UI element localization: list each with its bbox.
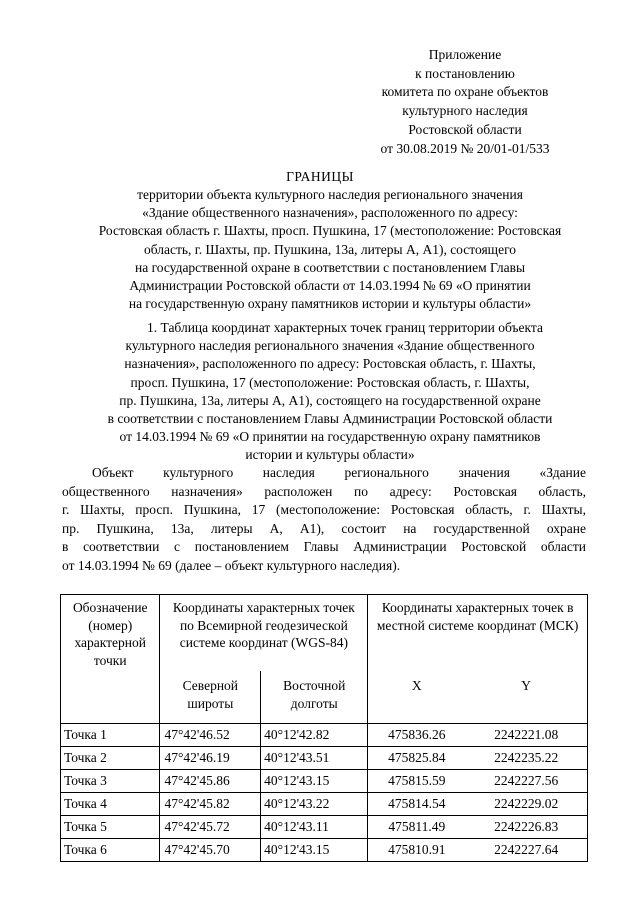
coordinates-table (60, 594, 588, 862)
point-y: 2242226.83 (465, 816, 587, 839)
appendix-line: комитета по охране объектов (381, 84, 549, 100)
paragraph-line: пр. Пушкина, 13а, литеры А, А1), состоит на государственной охране (62, 520, 586, 536)
document-subtitle (60, 186, 600, 313)
point-lon: 40°12'43.11 (261, 816, 368, 839)
point-lat: 47°42'46.52 (160, 724, 261, 747)
section-line: просп. Пушкина, 17 (местоположение: Ростовская область, г. Шахты, (130, 374, 530, 390)
description-paragraph (62, 464, 586, 576)
table-header-row (61, 595, 588, 672)
subtitle-line: область, г. Шахты, пр. Пушкина, 13а, литеры А, А1), состоящего (143, 241, 517, 257)
subtitle-line: «Здание общественного назначения», расположенного по адресу: (142, 205, 518, 221)
point-name: Точка 4 (61, 793, 160, 816)
paragraph-line: от 14.03.1994 № 69 (далее – объект культурного наследия). (62, 557, 401, 573)
header-y-cell: Y (465, 671, 587, 724)
header-wgs-cell: Координаты характерных точек по Всемирной геодезической системе координат (WGS-84) (160, 595, 368, 672)
subtitle-line: территории объекта культурного наследия регионального значения (137, 187, 523, 202)
point-y: 2242229.02 (465, 793, 587, 816)
table-row (61, 793, 588, 816)
header-point-cell: Обозначение (номер) характерной точки (61, 595, 160, 724)
point-lat: 47°42'45.72 (160, 816, 261, 839)
section-line: культурного наследия регионального значения «Здание общественного (125, 338, 535, 354)
section-line: 1. Таблица координат характерных точек границ территории объекта (147, 320, 543, 335)
point-name: Точка 3 (61, 770, 160, 793)
point-lon: 40°12'43.51 (261, 747, 368, 770)
table-row (61, 747, 588, 770)
point-x: 475836.26 (368, 724, 466, 747)
point-lon: 40°12'43.15 (261, 839, 368, 862)
appendix-line: культурного наследия (402, 103, 528, 119)
table-row (61, 816, 588, 839)
paragraph-line: Объект культурного наследия регионального значения «Здание (92, 465, 586, 480)
point-x: 475811.49 (368, 816, 466, 839)
section-1-heading (60, 319, 600, 465)
point-lon: 40°12'43.22 (261, 793, 368, 816)
section-line: в соответствии с постановлением Главы Администрации Ростовской области (107, 411, 553, 427)
point-x: 475815.59 (368, 770, 466, 793)
section-line: от 14.03.1994 № 69 «О принятии на государственную охрану памятников (119, 429, 541, 445)
subtitle-line: Ростовская область г. Шахты, просп. Пушкина, 17 (местоположение: Ростовская (98, 223, 562, 239)
table-row (61, 724, 588, 747)
point-name: Точка 1 (61, 724, 160, 747)
section-line: пр. Пушкина, 13а, литеры А, А1), состоящего на государственной охране (119, 392, 541, 408)
table-row (61, 839, 588, 862)
point-lat: 47°42'46.19 (160, 747, 261, 770)
point-y: 2242227.56 (465, 770, 587, 793)
appendix-line: от 30.08.2019 № 20/01-01/533 (380, 140, 550, 156)
section-line: назначения», расположенного по адресу: Ростовская область, г. Шахты, (124, 356, 536, 372)
point-lat: 47°42'45.82 (160, 793, 261, 816)
subtitle-line: Администрации Ростовской области от 14.03.1994 № 69 «О принятии (129, 278, 531, 294)
header-msk-cell: Координаты характерных точек в местной системе координат (МСК) (368, 595, 588, 672)
point-name: Точка 2 (61, 747, 160, 770)
point-x: 475825.84 (368, 747, 466, 770)
paragraph-line: г. Шахты, просп. Пушкина, 17 (местоположение: Ростовская область, г. Шахты, (62, 502, 586, 518)
header-lat-cell: Северной широты (160, 671, 261, 724)
paragraph-line: в соответствии с постановлением Главы Администрации Ростовской области (62, 539, 586, 555)
point-lon: 40°12'43.15 (261, 770, 368, 793)
section-line: истории и культуры области» (245, 447, 415, 463)
document-title: ГРАНИЦЫ (286, 169, 354, 184)
point-name: Точка 6 (61, 839, 160, 862)
point-lon: 40°12'42.82 (261, 724, 368, 747)
point-y: 2242227.64 (465, 839, 587, 862)
appendix-line: Ростовской области (408, 121, 522, 137)
point-name: Точка 5 (61, 816, 160, 839)
paragraph-line: общественного назначения» расположен по адресу: Ростовская область, (62, 483, 586, 499)
header-lon-cell: Восточной долготы (261, 671, 368, 724)
point-y: 2242221.08 (465, 724, 587, 747)
subtitle-line: на государственной охране в соответствии с постановлением Главы (134, 259, 526, 275)
subtitle-line: на государственную охрану памятников истории и культуры области» (128, 296, 532, 312)
point-lat: 47°42'45.86 (160, 770, 261, 793)
point-y: 2242235.22 (465, 747, 587, 770)
appendix-line: Приложение (428, 47, 502, 62)
point-lat: 47°42'45.70 (160, 839, 261, 862)
appendix-line: к постановлению (415, 65, 515, 81)
point-x: 475814.54 (368, 793, 466, 816)
point-x: 475810.91 (368, 839, 466, 862)
appendix-block (340, 46, 590, 158)
table-row (61, 770, 588, 793)
header-x-cell: X (368, 671, 466, 724)
